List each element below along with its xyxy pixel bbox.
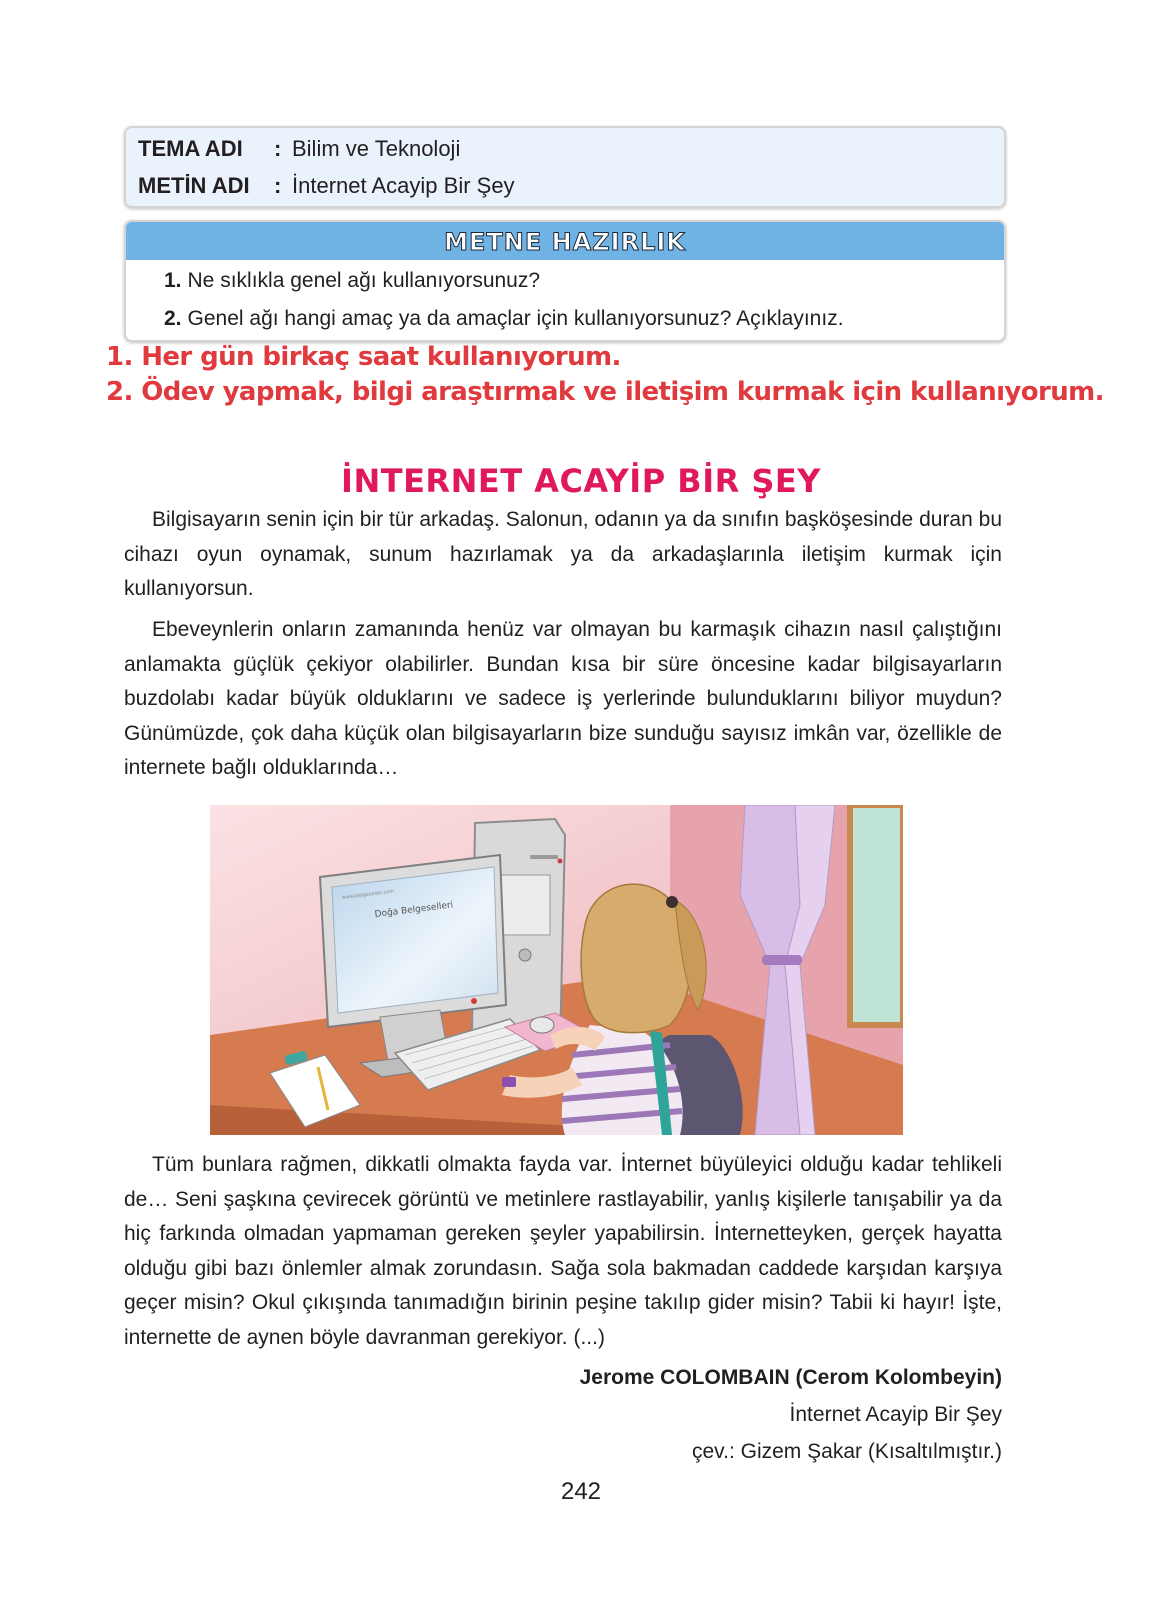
handwritten-answer-1: 1. Her gün birkaç saat kullanıyorum. xyxy=(106,342,621,372)
question-number: 2. xyxy=(164,307,182,330)
paragraph-text: Tüm bunlara rağmen, dikkatli olmakta fayda var. İnternet büyüleyici olduğu kadar tehlikeli de… Seni şaşkına çevirecek görüntü ve metinlere rastlayabilir, yanlış kişilerle tanışabilir ya da hiç farkında olmadan yapmaman gereken şeyler yapabilirsin. İnternetteyken, gerçek hayatta olduğu gibi bazı önlemler almak zorundasın. Sağa sola bakmadan caddede karşıdan karşıya geçer misin? Okul çıkışında tanımadığın birinin peşine takılıp gider misin? Tabii ki hayır! İşte, internette de aynen böyle davranman gerekiyor. (...) xyxy=(124,1153,1002,1349)
reading-title: İNTERNET ACAYİP BİR ŞEY xyxy=(341,462,821,500)
separator: : xyxy=(274,136,282,161)
theme-value: Bilim ve Teknoloji xyxy=(292,136,461,161)
preparation-question-2 xyxy=(164,304,844,334)
text-name-label: METİN ADI xyxy=(138,173,250,198)
page-number: 242 xyxy=(560,1478,602,1505)
screen-url: www.belgeseller.com xyxy=(341,888,395,901)
paragraph-text: Ebeveynlerin onların zamanında henüz var olmayan bu karmaşık cihazın nasıl çalıştığını anlamakta güçlük çekiyor olabilirler. Bundan kısa bir süre öncesine kadar bilgisayarların buzdolabı kadar büyük olduklarını ve sadece iş yerlerinde bulunduklarını biliyor muydun? Günümüzde, çok daha küçük olan bilgisayarların bize sunduğu sayısız imkân var, özellikle de internete bağlı olduklarında… xyxy=(124,618,1002,779)
handwritten-answer-2: 2. Ödev yapmak, bilgi araştırmak ve iletişim kurmak için kullanıyorum. xyxy=(106,377,1104,407)
question-number: 1. xyxy=(164,269,182,292)
text-name-row xyxy=(138,171,515,201)
paragraph-3 xyxy=(124,1148,1002,1355)
preparation-box xyxy=(124,220,1006,342)
paragraph-text: Bilgisayarın senin için bir tür arkadaş. Salonun, odanın ya da sınıfın başköşesinde duran bu cihazı oyun oynamak, sunum hazırlamak ya da arkadaşlarınla iletişim kurmak için kullanıyorsun. xyxy=(124,508,1002,600)
paragraph-1 xyxy=(124,503,1002,607)
theme-row xyxy=(138,134,460,164)
computer-scene-icon xyxy=(210,805,903,1135)
source-title: İnternet Acayip Bir Şey xyxy=(789,1403,1002,1426)
preparation-header: METNE HAZIRLIK xyxy=(126,222,1004,260)
translator: çev.: Gizem Şakar (Kısaltılmıştır.) xyxy=(692,1440,1002,1463)
illustration-girl-at-computer xyxy=(210,805,903,1135)
screen-title: Doğa Belgeselleri xyxy=(374,900,454,920)
paragraph-2 xyxy=(124,613,1002,786)
text-name-value: İnternet Acayip Bir Şey xyxy=(292,173,515,198)
separator: : xyxy=(274,173,282,198)
question-text: Ne sıklıkla genel ağı kullanıyorsunuz? xyxy=(187,269,541,292)
theme-label: TEMA ADI xyxy=(138,136,243,161)
preparation-question-1 xyxy=(164,266,540,296)
question-text: Genel ağı hangi amaç ya da amaçlar için kullanıyorsunuz? Açıklayınız. xyxy=(187,307,844,330)
theme-info-box xyxy=(124,126,1006,208)
author: Jerome COLOMBAIN (Cerom Kolombeyin) xyxy=(579,1366,1002,1389)
